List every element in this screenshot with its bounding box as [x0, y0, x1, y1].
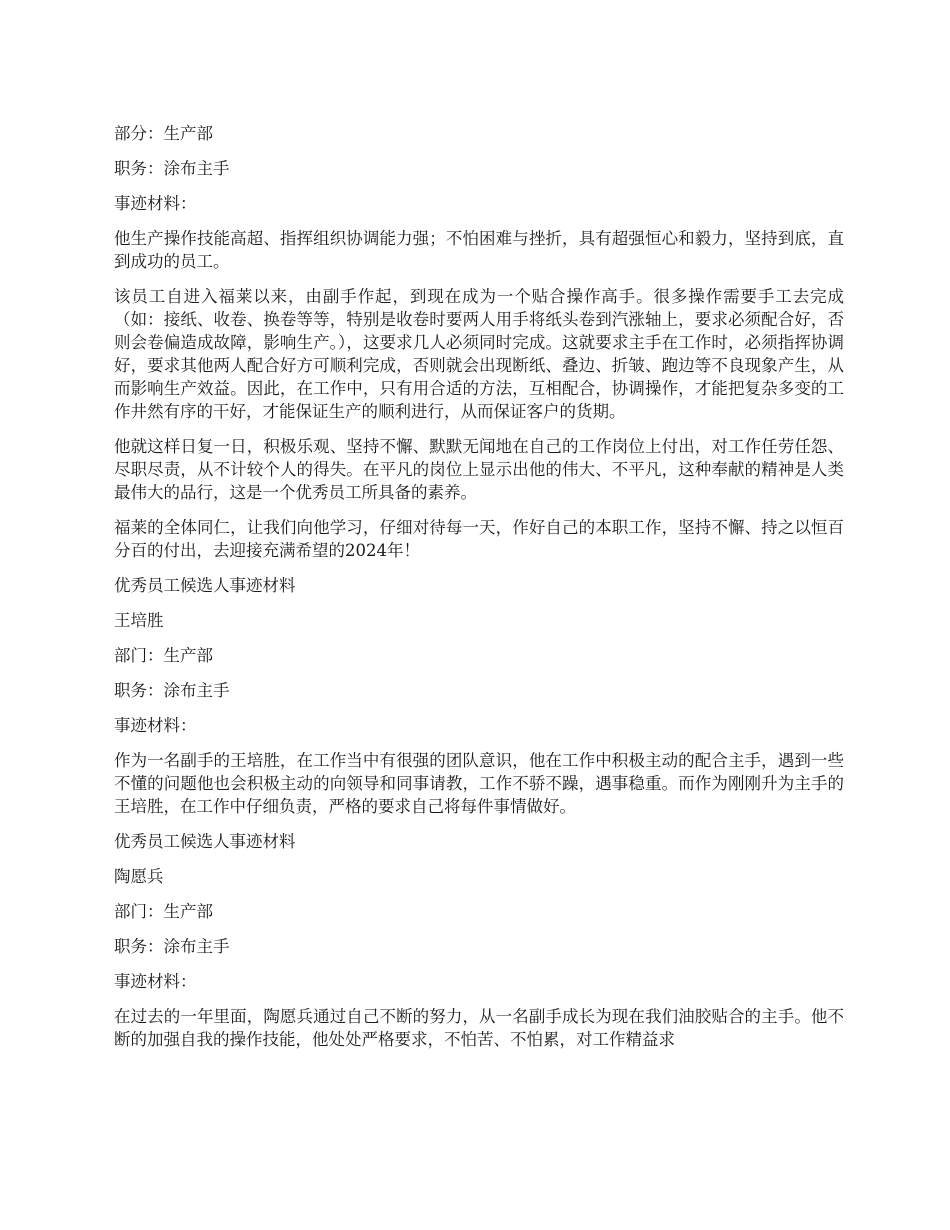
position-label: 职务：涂布主手 [114, 159, 230, 178]
position-label: 职务：涂布主手 [114, 937, 230, 956]
candidate-name: 王培胜 [114, 611, 164, 630]
deeds-heading: 事迹材料： [114, 194, 197, 213]
candidate-name: 陶愿兵 [114, 867, 164, 886]
deeds-heading: 事迹材料： [114, 716, 197, 735]
position-label: 职务：涂布主手 [114, 681, 230, 700]
body-paragraph: 作为一名副手的王培胜，在工作当中有很强的团队意识，他在工作中积极主动的配合主手，遇到一些不懂的问题他也会积极主动的向领导和同事请教，工作不骄不躁，遇事稳重。而作为刚刚升为主手的王培胜，在工作中仔细负责，严格的要求自己将每件事情做好。 [114, 751, 844, 816]
department-label: 部分：生产部 [114, 124, 213, 143]
body-paragraph: 福莱的全体同仁，让我们向他学习，仔细对待每一天，作好自己的本职工作，坚持不懈、持之以恒百分百的付出，去迎接充满希望的2024年！ [114, 518, 844, 560]
department-label: 部门：生产部 [114, 646, 213, 665]
body-paragraph: 他生产操作技能高超、指挥组织协调能力强；不怕困难与挫折，具有超强恒心和毅力，坚持到底，直到成功的员工。 [114, 229, 844, 271]
department-label: 部门：生产部 [114, 902, 213, 921]
body-paragraph: 该员工自进入福莱以来，由副手作起，到现在成为一个贴合操作高手。很多操作需要手工去完成（如：接纸、收卷、换卷等等，特别是收卷时要两人用手将纸头卷到汽涨轴上，要求必须配合好，否则会卷偏造成故障，影响生产。），这要求几人必须同时完成。这就要求主手在工作时，必须指挥协调好，要求其他两人配合好方可顺利完成，否则就会出现断纸、叠边、折皱、跑边等不良现象产生，从而影响生产效益。因此，在工作中，只有用合适的方法，互相配合，协调操作，才能把复杂多变的工作井然有序的干好，才能保证生产的顺利进行，从而保证客户的货期。 [114, 287, 844, 421]
deeds-heading: 事迹材料： [114, 972, 197, 991]
section-title: 优秀员工候选人事迹材料 [114, 576, 296, 595]
body-paragraph: 他就这样日复一日，积极乐观、坚持不懈、默默无闻地在自己的工作岗位上付出，对工作任劳任怨、尽职尽责，从不计较个人的得失。在平凡的岗位上显示出他的伟大、不平凡，这种奉献的精神是人类最伟大的品行，这是一个优秀员工所具备的素养。 [114, 437, 844, 502]
section-title: 优秀员工候选人事迹材料 [114, 832, 296, 851]
body-paragraph: 在过去的一年里面，陶愿兵通过自己不断的努力，从一名副手成长为现在我们油胶贴合的主手。他不断的加强自我的操作技能，他处处严格要求，不怕苦、不怕累，对工作精益求 [114, 1007, 844, 1049]
document-page [114, 122, 844, 1063]
